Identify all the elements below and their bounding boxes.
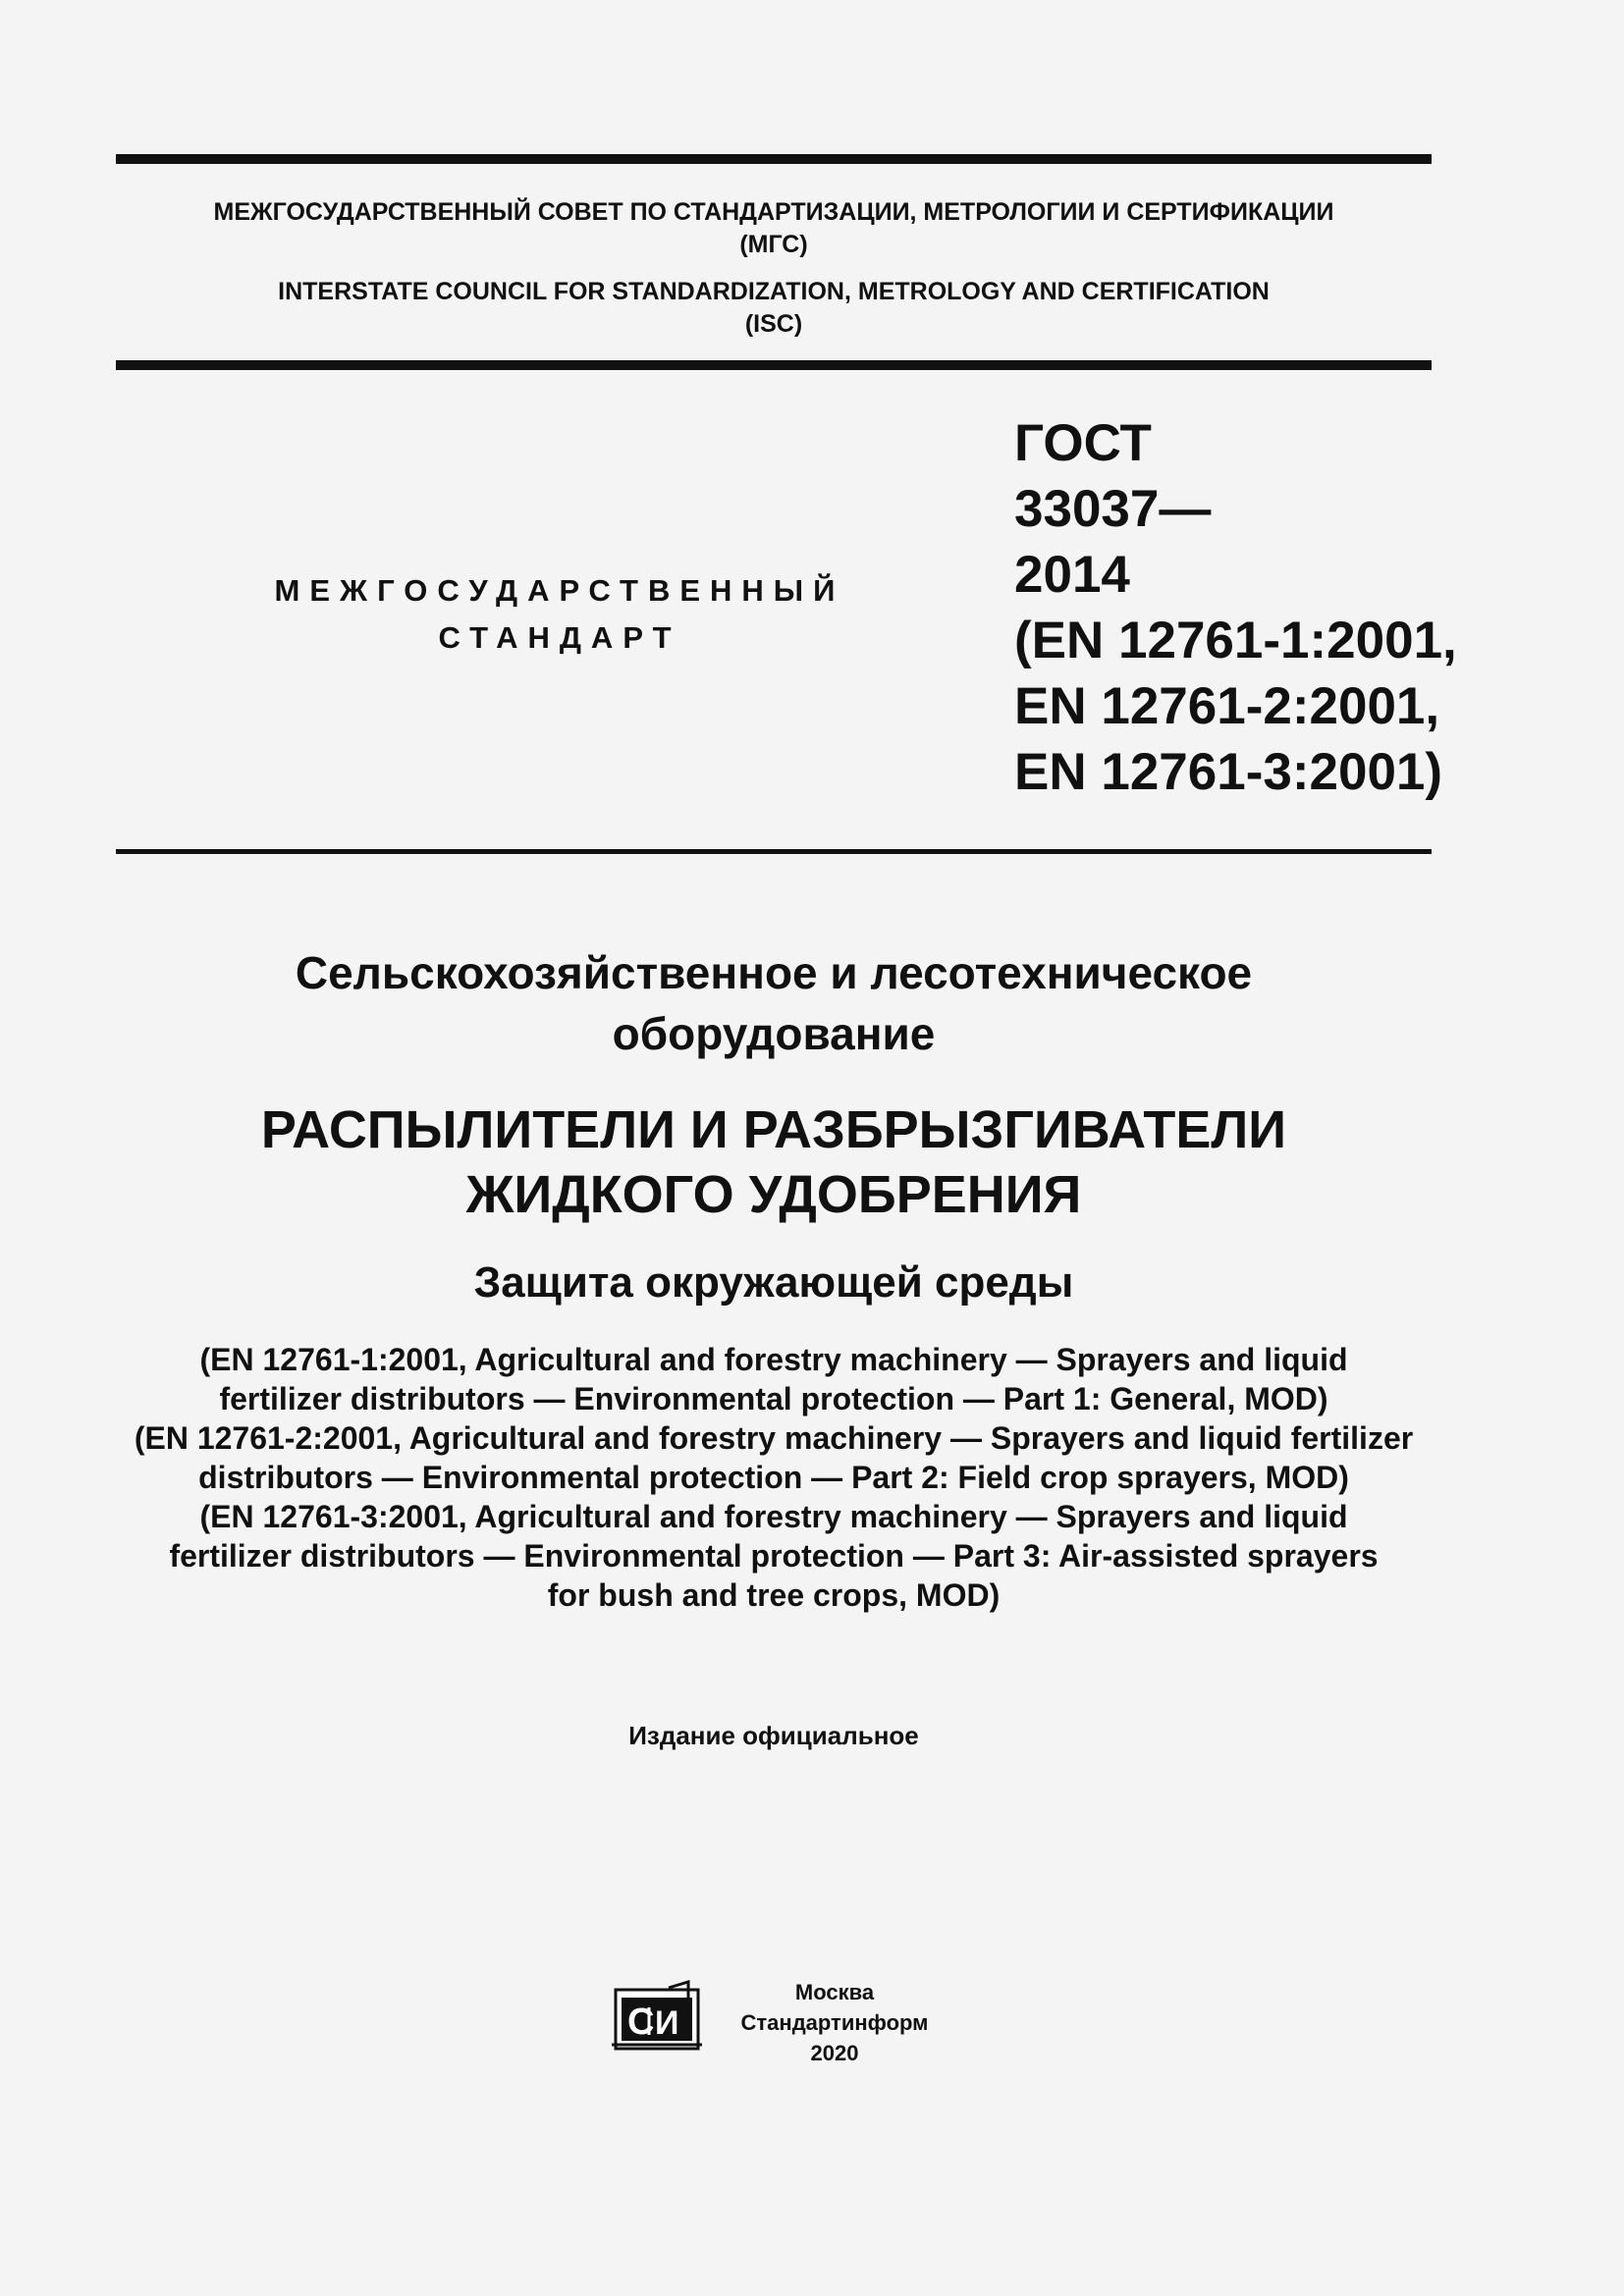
english-title-line: (EN 12761-2:2001, Agricultural and forestry machinery — Sprayers and liquid fertilizer xyxy=(134,1420,1414,1456)
council-name-ru xyxy=(116,196,1432,261)
english-title xyxy=(116,1340,1432,1615)
gost-designation-line: 2014 xyxy=(1014,546,1130,604)
council-name-ru-line1: МЕЖГОСУДАРСТВЕННЫЙ СОВЕТ ПО СТАНДАРТИЗАЦИИ, МЕТРОЛОГИИ И СЕРТИФИКАЦИИ xyxy=(213,198,1334,226)
main-title xyxy=(116,1097,1432,1227)
english-title-line: fertilizer distributors — Environmental protection — Part 1: General, MOD) xyxy=(219,1381,1328,1416)
english-title-line: for bush and tree crops, MOD) xyxy=(547,1577,1001,1613)
publisher-name: Стандартинформ xyxy=(740,2010,929,2035)
designation-bottom-rule xyxy=(116,849,1432,854)
svg-text:И: И xyxy=(655,2004,679,2042)
gost-designation-line: ГОСТ xyxy=(1014,414,1152,472)
publisher-year: 2020 xyxy=(810,2041,859,2065)
gost-designation xyxy=(1014,410,1457,805)
gost-designation-line: 33037— xyxy=(1014,480,1212,538)
gost-designation-line: EN 12761-2:2001, xyxy=(1014,677,1440,735)
main-title-line1: РАСПЫЛИТЕЛИ И РАЗБРЫЗГИВАТЕЛИ xyxy=(260,1100,1287,1159)
standard-kind-line1: МЕЖГОСУДАРСТВЕННЫЙ xyxy=(274,573,845,608)
subtitle xyxy=(116,1255,1432,1310)
english-title-line: distributors — Environmental protection — Part 2: Field crop sprayers, MOD) xyxy=(198,1460,1349,1495)
general-title-line2: оборудование xyxy=(612,1008,936,1059)
standartinform-logo-icon xyxy=(610,1980,704,2055)
publisher-info xyxy=(722,1977,947,2068)
general-title xyxy=(116,942,1432,1064)
edition-label: Издание официальное xyxy=(628,1721,919,1750)
general-title-line1: Сельскохозяйственное и лесотехническое xyxy=(295,947,1253,998)
top-rule xyxy=(116,154,1432,164)
standard-kind xyxy=(245,567,874,662)
council-abbr-en: (ISC) xyxy=(744,310,803,338)
publisher-city: Москва xyxy=(794,1980,875,2004)
standard-kind-line2: СТАНДАРТ xyxy=(438,620,681,655)
svg-text:С: С xyxy=(627,2002,655,2043)
gost-designation-line: (EN 12761-1:2001, xyxy=(1014,612,1457,669)
main-title-line2: ЖИДКОГО УДОБРЕНИЯ xyxy=(465,1165,1082,1224)
english-title-line: (EN 12761-3:2001, Agricultural and forestry machinery — Sprayers and liquid xyxy=(199,1499,1348,1534)
gost-designation-line: EN 12761-3:2001) xyxy=(1014,743,1443,801)
council-abbr-ru: (МГС) xyxy=(739,231,808,258)
header-bottom-rule xyxy=(116,360,1432,370)
subtitle-text: Защита окружающей среды xyxy=(473,1258,1074,1307)
english-title-line: fertilizer distributors — Environmental protection — Part 3: Air-assisted sprayers xyxy=(169,1538,1379,1574)
council-name-en xyxy=(116,276,1432,341)
council-name-en-line1: INTERSTATE COUNCIL FOR STANDARDIZATION, METROLOGY AND CERTIFICATION xyxy=(278,278,1270,305)
english-title-line: (EN 12761-1:2001, Agricultural and forestry machinery — Sprayers and liquid xyxy=(199,1342,1348,1377)
